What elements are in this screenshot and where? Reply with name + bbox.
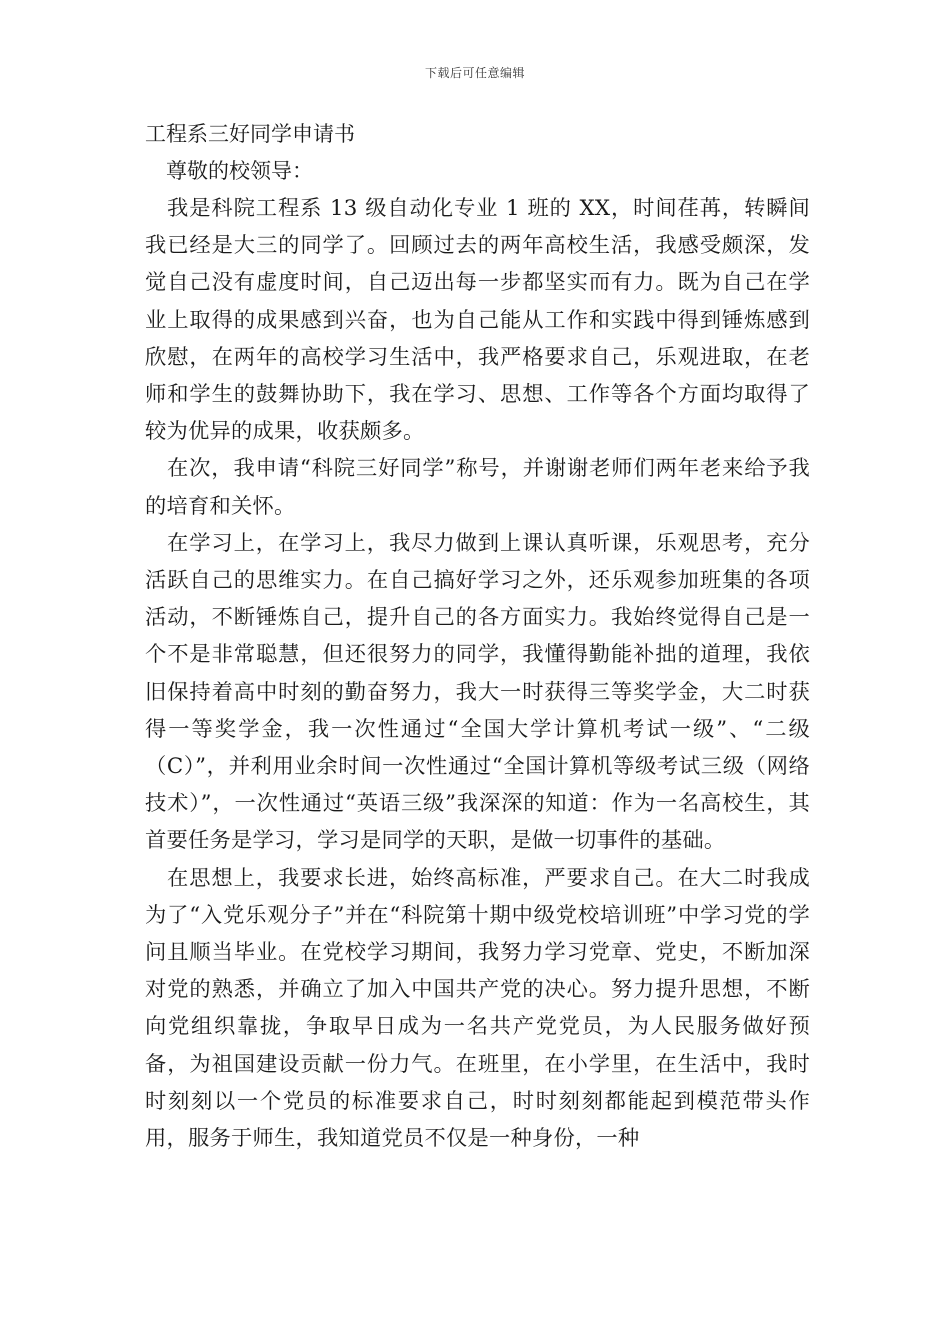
- paragraph-study: 在学习上，在学习上，我尽力做到上课认真听课，乐观思考，充分活跃自己的思维实力。在自己搞好学习之外，还乐观参加班集的各项活动，不断锤炼自己，提升自己的各方面实力。我始终觉得自己是一个不是非常聪慧，但还很努力的同学，我懂得勤能补拙的道理，我依旧保持着高中时刻的勤奋努力，我大一时获得三等奖学金，大二时获得一等奖学金，我一次性通过“全国大学计算机考试一级”、“二级（C）”，并利用业余时间一次性通过“全国计算机等级考试三级（网络技术）”，一次性通过“英语三级”我深深的知道：作为一名高校生，其首要任务是学习，学习是同学的天职，是做一切事件的基础。: [145, 530, 810, 854]
- paragraph-application: 在次，我申请“科院三好同学”称号，并谢谢老师们两年老来给予我的培育和关怀。: [145, 456, 810, 519]
- salutation: 尊敬的校领导：: [166, 159, 313, 183]
- header-note: 下载后可任意编辑: [424, 66, 525, 80]
- document-title: 工程系三好同学申请书: [145, 122, 355, 146]
- paragraph-ideology: 在思想上，我要求长进，始终高标准，严要求自己。在大二时我成为了“入党乐观分子”并在“科院第十期中级党校培训班”中学习党的学问且顺当毕业。在党校学习期间，我努力学习党章、党史，不断加深对党的熟悉，并确立了加入中国共产党的决心。努力提升思想，不断向党组织靠拢，争取早日成为一名共产党党员，为人民服务做好预备，为祖国建设贡献一份力气。在班里，在小学里，在生活中，我时时刻刻以一个党员的标准要求自己，时时刻刻都能起到模范带头作用，服务于师生，我知道党员不仅是一种身份，一种: [145, 865, 810, 1152]
- document-body: [145, 116, 810, 1157]
- paragraph-intro: 我是科院工程系 13 级自动化专业 1 班的 XX，时间荏苒，转瞬间我已经是大三的同学了。回顾过去的两年高校生活，我感受颇深，发觉自己没有虚度时间，自己迈出每一步都坚实而有力。既为自己在学业上取得的成果感到兴奋，也为自己能从工作和实践中得到锤炼感到欣慰，在两年的高校学习生活中，我严格要求自己，乐观进取，在老师和学生的鼓舞协助下，我在学习、思想、工作等各个方面均取得了较为优异的成果，收获颇多。: [145, 196, 810, 445]
